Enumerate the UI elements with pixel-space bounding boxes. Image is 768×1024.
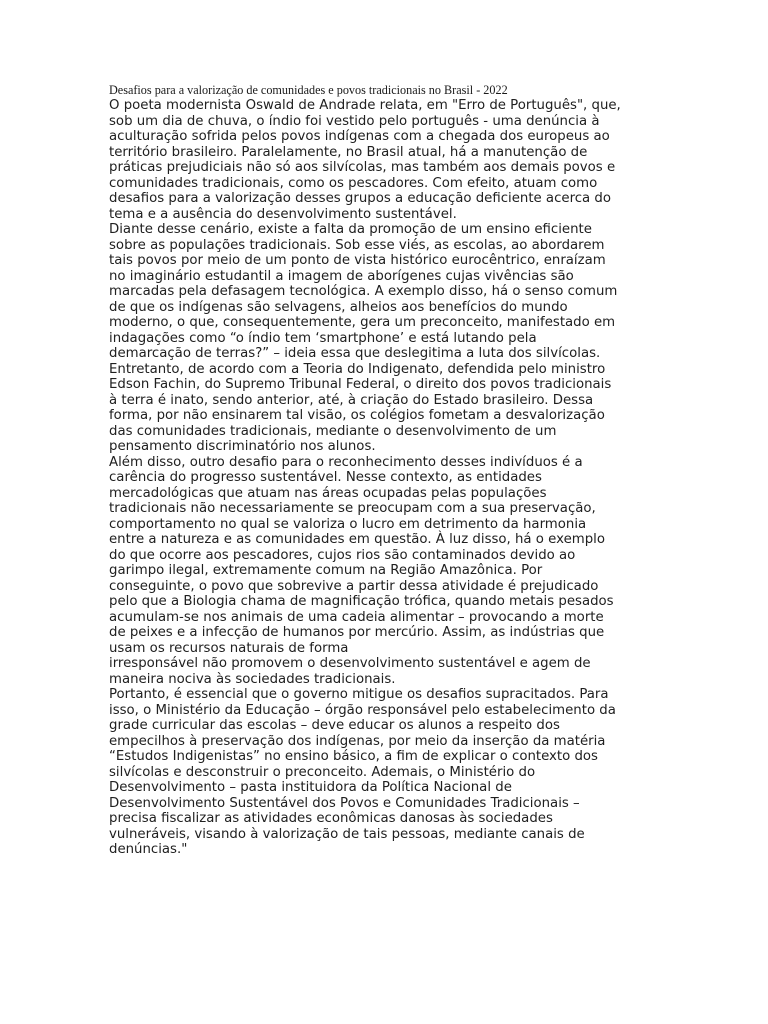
paragraph [109, 98, 657, 222]
text-line: maneira nociva às sociedades tradicionais. [109, 671, 396, 687]
text-line: no imaginário estudantil a imagem de aborígenes cujas vivências são [109, 268, 574, 284]
text-line: garimpo ilegal, extremamente comum na Região Amazônica. Por [109, 563, 543, 578]
text-line: entre a natureza e as comunidades em questão. À luz disso, há o exemplo [109, 532, 605, 547]
text-line: “Estudos Indigenistas” no ensino básico, a fim de explicar o contexto dos [109, 749, 598, 764]
text-line: precisa fiscalizar as atividades econômicas danosas às sociedades [109, 811, 553, 826]
text-line: mercadológicas que atuam nas áreas ocupadas pelas populações [109, 485, 547, 501]
text-line: desafios para a valorização desses grupos a educação deficiente acerca do [109, 191, 612, 206]
text-line: Portanto, é essencial que o governo mitigue os desafios supracitados. Para [109, 687, 609, 702]
text-line: sob um dia de chuva, o índio foi vestido pelo português - uma denúncia à [109, 113, 600, 129]
text-line: pelo que a Biologia chama de magnificação trófica, quando metais pesados [109, 594, 614, 609]
text-line: conseguinte, o povo que sobrevive a partir dessa atividade é prejudicado [109, 578, 599, 594]
text-line: tradicionais não necessariamente se preocupam com a sua preservação, [109, 501, 596, 516]
text-line: carência do progresso sustentável. Nesse contexto, as entidades [109, 470, 542, 485]
text-line: de que os indígenas são selvagens, alheios aos benefícios do mundo [109, 299, 568, 315]
text-line: das comunidades tradicionais, mediante o desenvolvimento de um [109, 423, 557, 439]
text-line: grade curricular das escolas – deve educar os alunos a respeito dos [109, 718, 560, 733]
text-line: Desenvolvimento – pasta instituidora da Política Nacional de [109, 780, 512, 795]
text-line: silvícolas e desconstruir o preconceito. Ademais, o Ministério do [109, 764, 536, 780]
text-line: marcadas pela defasagem tecnológica. A exemplo disso, há o senso comum [109, 284, 618, 299]
text-line: território brasileiro. Paralelamente, no Brasil atual, há a manutenção de [109, 144, 588, 160]
text-line: Diante desse cenário, existe a falta da promoção de um ensino eficiente [109, 222, 592, 237]
text-line: sobre as populações tradicionais. Sob esse viés, as escolas, ao abordarem [109, 237, 605, 253]
text-line: acumulam-se nos animais de uma cadeia alimentar – provocando a morte [109, 609, 604, 625]
text-line: pensamento discriminatório nos alunos. [109, 439, 376, 454]
text-line: Edson Fachin, do Supremo Tribunal Federal, o direito dos povos tradicionais [109, 377, 612, 392]
text-line: vulneráveis, visando à valorização de tais pessoas, mediante canais de [109, 826, 585, 842]
document-page [109, 82, 657, 858]
text-line: isso, o Ministério da Educação – órgão responsável pelo estabelecimento da [109, 702, 616, 718]
text-line: tema e a ausência do desenvolvimento sustentável. [109, 206, 457, 222]
text-line: irresponsável não promovem o desenvolvimento sustentável e agem de [109, 656, 591, 671]
text-line: O poeta modernista Oswald de Andrade relata, em "Erro de Português", que, [109, 98, 621, 113]
text-line: Desenvolvimento Sustentável dos Povos e Comunidades Tradicionais – [109, 795, 580, 811]
document-title: Desafios para a valorização de comunidades e povos tradicionais no Brasil - 2022 [109, 83, 508, 97]
text-line: denúncias." [109, 842, 188, 857]
text-line: comunidades tradicionais, como os pescadores. Com efeito, atuam como [109, 175, 598, 191]
paragraph [109, 687, 657, 858]
paragraph [109, 222, 657, 455]
text-line: tais povos por meio de um ponto de vista histórico eurocêntrico, enraízam [109, 253, 606, 268]
text-line: indagações como “o índio tem ‘smartphone’ e está lutando pela [109, 330, 537, 346]
text-line: forma, por não ensinarem tal visão, os colégios fometam a desvalorização [109, 408, 605, 423]
document-body [109, 98, 657, 858]
text-line: do que ocorre aos pescadores, cujos rios são contaminados devido ao [109, 547, 576, 563]
text-line: aculturação sofrida pelos povos indígenas com a chegada dos europeus ao [109, 129, 610, 144]
text-line: de peixes e a infecção de humanos por mercúrio. Assim, as indústrias que [109, 625, 605, 640]
text-line: usam os recursos naturais de forma [109, 640, 349, 656]
text-line: práticas prejudiciais não só aos silvícolas, mas também aos demais povos e [109, 160, 616, 175]
text-line: Além disso, outro desafio para o reconhecimento desses indivíduos é a [109, 454, 583, 470]
text-line: empecilhos à preservação dos indígenas, por meio da inserção da matéria [109, 733, 606, 749]
text-line: à terra é inato, sendo anterior, até, à criação do Estado brasileiro. Dessa [109, 392, 594, 408]
text-line: Entretanto, de acordo com a Teoria do Indigenato, defendida pelo ministro [109, 361, 606, 377]
text-line: demarcação de terras?” – ideia essa que deslegitima a luta dos silvícolas. [109, 346, 601, 361]
paragraph [109, 455, 657, 688]
text-line: moderno, o que, consequentemente, gera um preconceito, manifestado em [109, 315, 616, 330]
text-line: comportamento no qual se valoriza o lucro em detrimento da harmonia [109, 516, 587, 532]
